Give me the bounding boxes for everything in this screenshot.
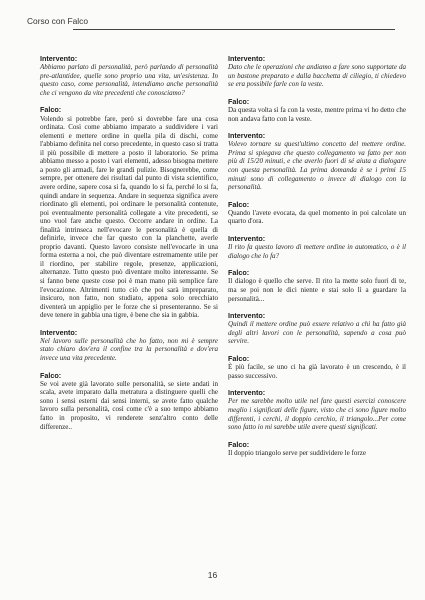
dialogue-block <box>228 355 406 380</box>
dialogue-block <box>40 106 218 319</box>
speaker-label: Intervento: <box>228 54 266 63</box>
dialogue-text: Nel lavoro sulle personalità che ho fatto, non mi è sempre stato chiaro dov'era il confine tra la personalità e dov'era invece una vita precedente. <box>40 336 218 363</box>
dialogue-text: Da questa volta sì fa con la veste, mentre prima vi ho detto che non andava fatto con la veste. <box>228 106 406 123</box>
dialogue-block <box>40 329 218 363</box>
speaker-label: Intervento: <box>228 388 266 398</box>
dialogue-text: Volevo tornare su quest'ultimo concetto del mettere ordine. Prima si spiegava che questo collegamento va fatto per non più di 15/20 minuti, e che averlo fuori di sé aiuta a dialogare con questa personalità. La prima domanda è se i primi 15 minuti sono di collegamento o invece di dialogo con la personalità. <box>228 140 406 192</box>
speaker-label: Falco: <box>228 439 250 449</box>
dialogue-block <box>228 98 406 123</box>
dialogue-block <box>228 269 406 303</box>
dialogue-text: Volendo si potrebbe fare, però si dovrebbe fare una cosa ordinata. Così come abbiamo imparato a suddividere i vari elementi e mettere ordine in quella pila di dischi, come l'abbiamo definita nel corso precedente, in questo caso si tratta il più possibile di mettere a posto il laboratorio. Se prima abbiamo messo a posto i vari elementi, adesso bisogna mettere a posto gli armadi, fare le grandi pulizie. Bisognerebbe, come sempre, per ottenere dei risultati dal punto di vista scientifico, avere ordine, sapere cosa si fa, quando lo si fa, perché lo si fa, quindi andare in sequenza. Andare in sequenza significa avere riordinato gli elementi, poi ordinare le personalità contenute, poi eventualmente personalità collegate a vite precedenti, se uno vuol fare anche questo. Occorre andare in ordine. La finalità intrinseca nell'evocare le personalità è quella di definirle, invece che far questo con la planchette, averle proprio davanti. Questo lavoro consiste nell'evocarle in una forma esterna a noi, che può diventare estremamente utile per il riordino, per stabilire regole, presenze, applicazioni, alternanze. Tutto questo può diventare molto interessante. Se si fanno bene queste cose poi è man mano più semplice fare l'evocazione. Altrimenti tutto ciò che poi sarà impreparato, insicuro, non fatto, non studiato, appena solo orecchiato diventerà un appiglio per le forze che si presenteranno. Se si deve tenere in gabbia una tigre, è bene che sia in gabbia. <box>40 114 218 320</box>
speaker-label: Intervento: <box>40 327 78 337</box>
speaker-label: Falco: <box>228 268 250 278</box>
speaker-label: Falco: <box>40 370 62 380</box>
dialogue-block <box>228 312 406 346</box>
speaker-label: Intervento: <box>228 131 266 141</box>
speaker-label: Falco: <box>228 199 250 209</box>
dialogue-block <box>40 55 218 97</box>
dialogue-text: Dato che le operazioni che andiamo a fare sono supportate da un bastone preparato e dalla bacchetta di ciliegio, ti chiedevo se era possibile farle con la veste. <box>228 63 406 89</box>
speaker-label: Intervento: <box>40 54 78 63</box>
dialogue-text: Quando l'avete evocata, da quel momento in poi calcolate un quarto d'ora. <box>228 208 406 226</box>
speaker-label: Falco: <box>228 353 250 363</box>
dialogue-block <box>228 441 406 458</box>
dialogue-text: È più facile, se uno ci ha già lavorato è un crescendo, è il passo successivo. <box>228 363 406 380</box>
dialogue-block <box>40 372 218 431</box>
dialogue-text: Il rito fa questo lavoro di mettere ordine in automatico, o è il dialogo che lo fa? <box>228 243 406 260</box>
header-rule <box>73 29 395 30</box>
dialogue-block <box>228 389 406 431</box>
dialogue-text: Quindi il mettere ordine può essere relativo a chi ha fatto già degli altri lavori con le personalità, sapendo a cosa può servire. <box>228 320 406 346</box>
dialogue-text: Il dialogo è quello che serve. Il rito la mette solo fuori di te, ma se poi non le dici niente e stai solo lì a guardare la personalità... <box>228 277 406 303</box>
dialogue-text: Per me sarebbe molto utile nel fare questi esercizi conoscere meglio i significati delle figure, visto che ci sono figure molto differenti, i cerchi, il doppio cerchio, il triangolo...Per come sono fatto io mi sarebbe utile avere questi significati. <box>228 397 406 432</box>
dialogue-text: Se voi avete già lavorato sulle personalità, se siete andati in scala, avete imparato dalla metratura a distinguere quelli che sono i sensi esterni dai sensi interni, se avete fatto qualche lavoro sulla personalità, così come c'è a suo tempo abbiamo fatto in proposito, vi renderete senz'altro conto delle differenze.. <box>40 379 218 431</box>
dialogue-text: Il doppio triangolo serve per suddividere le forze <box>228 448 366 457</box>
dialogue-block <box>228 55 406 89</box>
speaker-label: Intervento: <box>228 311 266 321</box>
page-number: 16 <box>207 570 218 580</box>
speaker-label: Falco: <box>228 96 250 106</box>
speaker-label: Falco: <box>40 105 62 115</box>
dialogue-block <box>228 132 406 191</box>
running-header: Corso con Falco <box>27 16 88 26</box>
left-column <box>40 55 218 440</box>
dialogue-block <box>228 201 406 226</box>
dialogue-block <box>228 235 406 260</box>
right-column <box>228 55 406 466</box>
dialogue-text: Abbiamo parlato di personalità, però parlando di personalità pre-atlantidee, quelle sono proprio una vita, un'esistenza. In questo caso, come personalità, intendiamo anche personalità che ci vengono da vite precedenti che conosciamo? <box>40 63 218 97</box>
speaker-label: Intervento: <box>228 233 266 243</box>
